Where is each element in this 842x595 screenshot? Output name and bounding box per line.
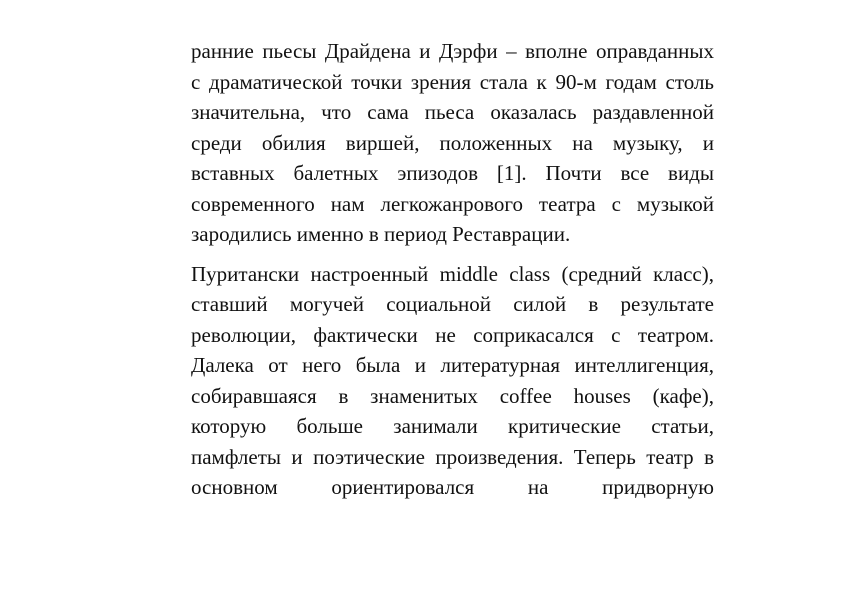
text-line: Пуритански настроенный middle class (средний класс), — [191, 261, 714, 286]
paragraph-spacer — [191, 250, 714, 259]
text-line: революции, фактически не соприкасался с театром. — [191, 322, 714, 347]
paragraph-1 — [191, 36, 714, 250]
text-line: которую больше занимали критические статьи, — [191, 414, 714, 438]
text-line: с драматической точки зрения стала к 90-м годам столь — [191, 69, 714, 94]
text-line: значительна, что сама пьеса оказалась раздавленной — [191, 100, 714, 124]
text-line: Далека от него была и литературная интеллигенция, — [191, 353, 714, 377]
text-line: вставных балетных эпизодов [1]. Почти все виды — [191, 161, 714, 185]
text-line: памфлеты и поэтические произведения. Теперь театр в — [191, 444, 714, 469]
text-line: основном ориентировался на придворную — [191, 475, 714, 499]
text-line: собиравшаяся в знаменитых coffee houses (кафе), — [191, 383, 714, 408]
text-line: современного нам легкожанрового театра с музыкой — [191, 191, 714, 216]
text-line: ставший могучей социальной силой в результате — [191, 292, 714, 316]
body-text — [191, 36, 714, 503]
text-line: зародились именно в период Реставрации. — [191, 222, 571, 246]
text-line: ранние пьесы Драйдена и Дэрфи – вполне оправданных — [191, 39, 714, 63]
text-line: среди обилия виршей, положенных на музыку, и — [191, 130, 714, 155]
paragraph-2 — [191, 259, 714, 503]
